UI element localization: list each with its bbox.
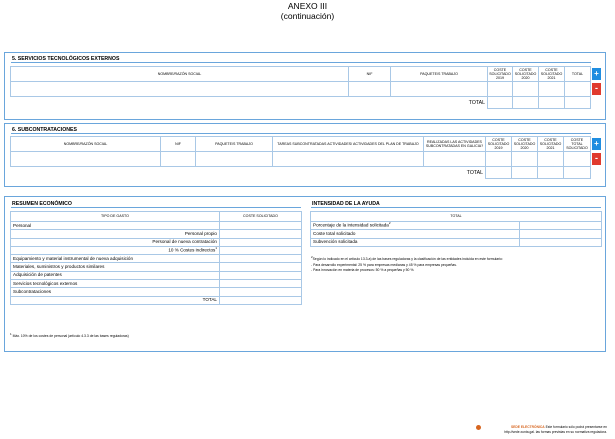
total-2021-field[interactable] — [539, 97, 565, 109]
row-coste-total: Coste total solicitado — [311, 230, 520, 238]
resumen-footnote: $^1$ Máx. 10% de los costes de personal (artículo 4.3.3 de las bases reguladoras) — [10, 332, 129, 339]
table-row — [311, 222, 602, 230]
col-coste-2021: COSTE SOLICITADO 2021 — [538, 137, 564, 152]
costes-indirectos-input[interactable] — [220, 246, 302, 254]
intensidad-table — [310, 211, 602, 247]
resumen-title: RESUMEN ECONÓMICO — [12, 201, 72, 207]
section-servicios-rule — [11, 62, 591, 63]
col-total: TOTAL — [565, 67, 591, 82]
coste-total-input[interactable] — [520, 230, 602, 238]
table-row — [311, 230, 602, 238]
total-2020-field[interactable] — [512, 167, 538, 179]
table-row — [11, 271, 302, 279]
personal-propio-input[interactable] — [220, 230, 302, 238]
annex-title: ANEXO III — [287, 1, 328, 11]
intensidad-title: INTENSIDAD DE LA AYUDA — [312, 201, 380, 207]
remove-row-button[interactable]: - — [592, 83, 601, 95]
row-patentes: Adquisición de patentes — [11, 271, 220, 279]
col-coste-2019: COSTE SOLICITADO 2019 — [486, 137, 512, 152]
intensidad-notes: $^2$Según lo indicado en el artículo 13.3.a) de las bases reguladoras y la clasificación de las entidades incluida en este formulario: - Para desarrollo experimental: 25 % para empresas medianas y 45 % para empresas pequeñas. - Para innovación en materia de procesos: 50 % a pequeñas y 50 %. — [311, 255, 503, 273]
row-total: TOTAL — [11, 296, 220, 304]
footer-label: SEDE ELECTRÓNICA — [510, 425, 545, 429]
personal-input[interactable] — [220, 222, 302, 230]
coste-2021-input[interactable] — [539, 82, 565, 97]
table-row — [11, 230, 302, 238]
row-personal: Personal — [11, 222, 220, 230]
col-nif: NIF — [161, 137, 196, 152]
col-nombre: NOMBRE/RAZÓN SOCIAL — [11, 137, 161, 152]
row-equipamiento: Equipamiento y material instrumental de nueva adquisición — [11, 255, 220, 263]
resumen-rule — [11, 207, 301, 208]
personal-nueva-input[interactable] — [220, 238, 302, 246]
total-sum-field[interactable] — [564, 167, 591, 179]
total-sum-field[interactable] — [565, 97, 591, 109]
coste-total-input[interactable] — [564, 152, 591, 167]
nombre-input[interactable] — [11, 152, 161, 167]
col-tareas: TAREAS SUBCONTRATADAS ACTIVIDADES/ ACTIVIDADES DEL PLAN DE TRABAJO — [273, 137, 424, 152]
row-materiales: Materiales, suministros y productos similares — [11, 263, 220, 271]
subvencion-input[interactable] — [520, 238, 602, 246]
col-coste-total: COSTE TOTAL SOLICITADO — [564, 137, 591, 152]
total-2020-field[interactable] — [513, 97, 539, 109]
paquete-input[interactable] — [391, 82, 488, 97]
patentes-input[interactable] — [220, 271, 302, 279]
table-row — [11, 238, 302, 246]
galicia-input[interactable] — [424, 152, 486, 167]
section-subcontrataciones-rule — [11, 133, 591, 134]
col-nombre: NOMBRE/RAZÓN SOCIAL — [11, 67, 349, 82]
col-nif: NIF — [349, 67, 391, 82]
row-servicios: Servicios tecnológicos externos — [11, 280, 220, 288]
table-row — [11, 263, 302, 271]
row-costes-indirectos: 10 % Costes indirectos$^1$ — [11, 246, 220, 254]
col-coste-2020: COSTE SOLICITADO 2020 — [512, 137, 538, 152]
table-row — [11, 288, 302, 296]
table-row — [311, 238, 602, 246]
total-input[interactable] — [565, 82, 591, 97]
nif-input[interactable] — [349, 82, 391, 97]
coste-2020-input[interactable] — [512, 152, 538, 167]
intensidad-rule — [311, 207, 601, 208]
porcentaje-input[interactable] — [520, 222, 602, 230]
footer-line-1: SEDE ELECTRÓNICA Este formulario sólo podrá presentarse en — [510, 425, 607, 429]
table-row — [11, 82, 591, 97]
nombre-input[interactable] — [11, 82, 349, 97]
annex-subtitle: (continuación) — [280, 11, 335, 21]
servicios-input[interactable] — [220, 280, 302, 288]
add-row-button[interactable]: + — [592, 138, 601, 150]
table-row — [11, 280, 302, 288]
table-row — [11, 255, 302, 263]
sede-electronica-icon — [476, 425, 481, 430]
servicios-total-label: TOTAL — [391, 97, 488, 109]
col-paquete: PAQUETE/S TRABAJO — [391, 67, 488, 82]
add-row-button[interactable]: + — [592, 68, 601, 80]
col-coste-2020: COSTE SOLICITADO 2020 — [513, 67, 539, 82]
table-row — [11, 296, 302, 304]
total-2019-field[interactable] — [486, 167, 512, 179]
table-row — [11, 222, 302, 230]
resumen-total-input[interactable] — [220, 296, 302, 304]
tareas-input[interactable] — [273, 152, 424, 167]
col-paquete: PAQUETE/S TRABAJO — [196, 137, 273, 152]
nif-input[interactable] — [161, 152, 196, 167]
paquete-input[interactable] — [196, 152, 273, 167]
footer-line-2: http://sede.xunta.gal. las formas previstas en su normativa reguladora. — [504, 430, 607, 434]
row-subcontrataciones: Subcontrataciones — [11, 288, 220, 296]
coste-2021-input[interactable] — [538, 152, 564, 167]
table-row — [11, 246, 302, 254]
col-coste-solicitado: COSTE SOLICITADO — [220, 212, 302, 222]
section-subcontrataciones-title: 6. SUBCONTRATACIONES — [12, 127, 77, 133]
col-coste-2021: COSTE SOLICITADO 2021 — [539, 67, 565, 82]
subcontrataciones-total-label: TOTAL — [424, 167, 486, 179]
coste-2020-input[interactable] — [513, 82, 539, 97]
col-coste-2019: COSTE SOLICITADO 2019 — [489, 67, 511, 81]
equipamiento-input[interactable] — [220, 255, 302, 263]
table-row — [11, 152, 591, 167]
subcontrataciones-table — [10, 136, 591, 179]
col-tipo-gasto: TIPO DE GASTO — [11, 212, 220, 222]
row-porcentaje: Porcentaje de la intensidad solicitada$^2$ — [311, 222, 520, 230]
subcontrataciones-input[interactable] — [220, 288, 302, 296]
total-2019-field[interactable] — [488, 97, 513, 109]
col-total: TOTAL — [311, 212, 602, 222]
col-galicia: REALIZADAS LAS ACTIVIDADES SUBCONTRATADAS EN GALICIA? — [424, 137, 486, 152]
row-personal-propio: Personal propio — [11, 230, 220, 238]
footnote-mark: 1 — [215, 246, 217, 251]
materiales-input[interactable] — [220, 263, 302, 271]
servicios-table — [10, 66, 591, 109]
section-servicios-title: 5. SERVICIOS TECNOLÓGICOS EXTERNOS — [12, 56, 120, 62]
total-2021-field[interactable] — [538, 167, 564, 179]
row-subvencion: Subvención solicitada — [311, 238, 520, 246]
row-personal-nueva: Personal de nueva contratación — [11, 238, 220, 246]
resumen-table — [10, 211, 302, 305]
coste-2019-input[interactable] — [486, 152, 512, 167]
footnote-mark: 2 — [388, 221, 391, 226]
remove-row-button[interactable]: - — [592, 153, 601, 165]
coste-2019-input[interactable] — [488, 82, 513, 97]
